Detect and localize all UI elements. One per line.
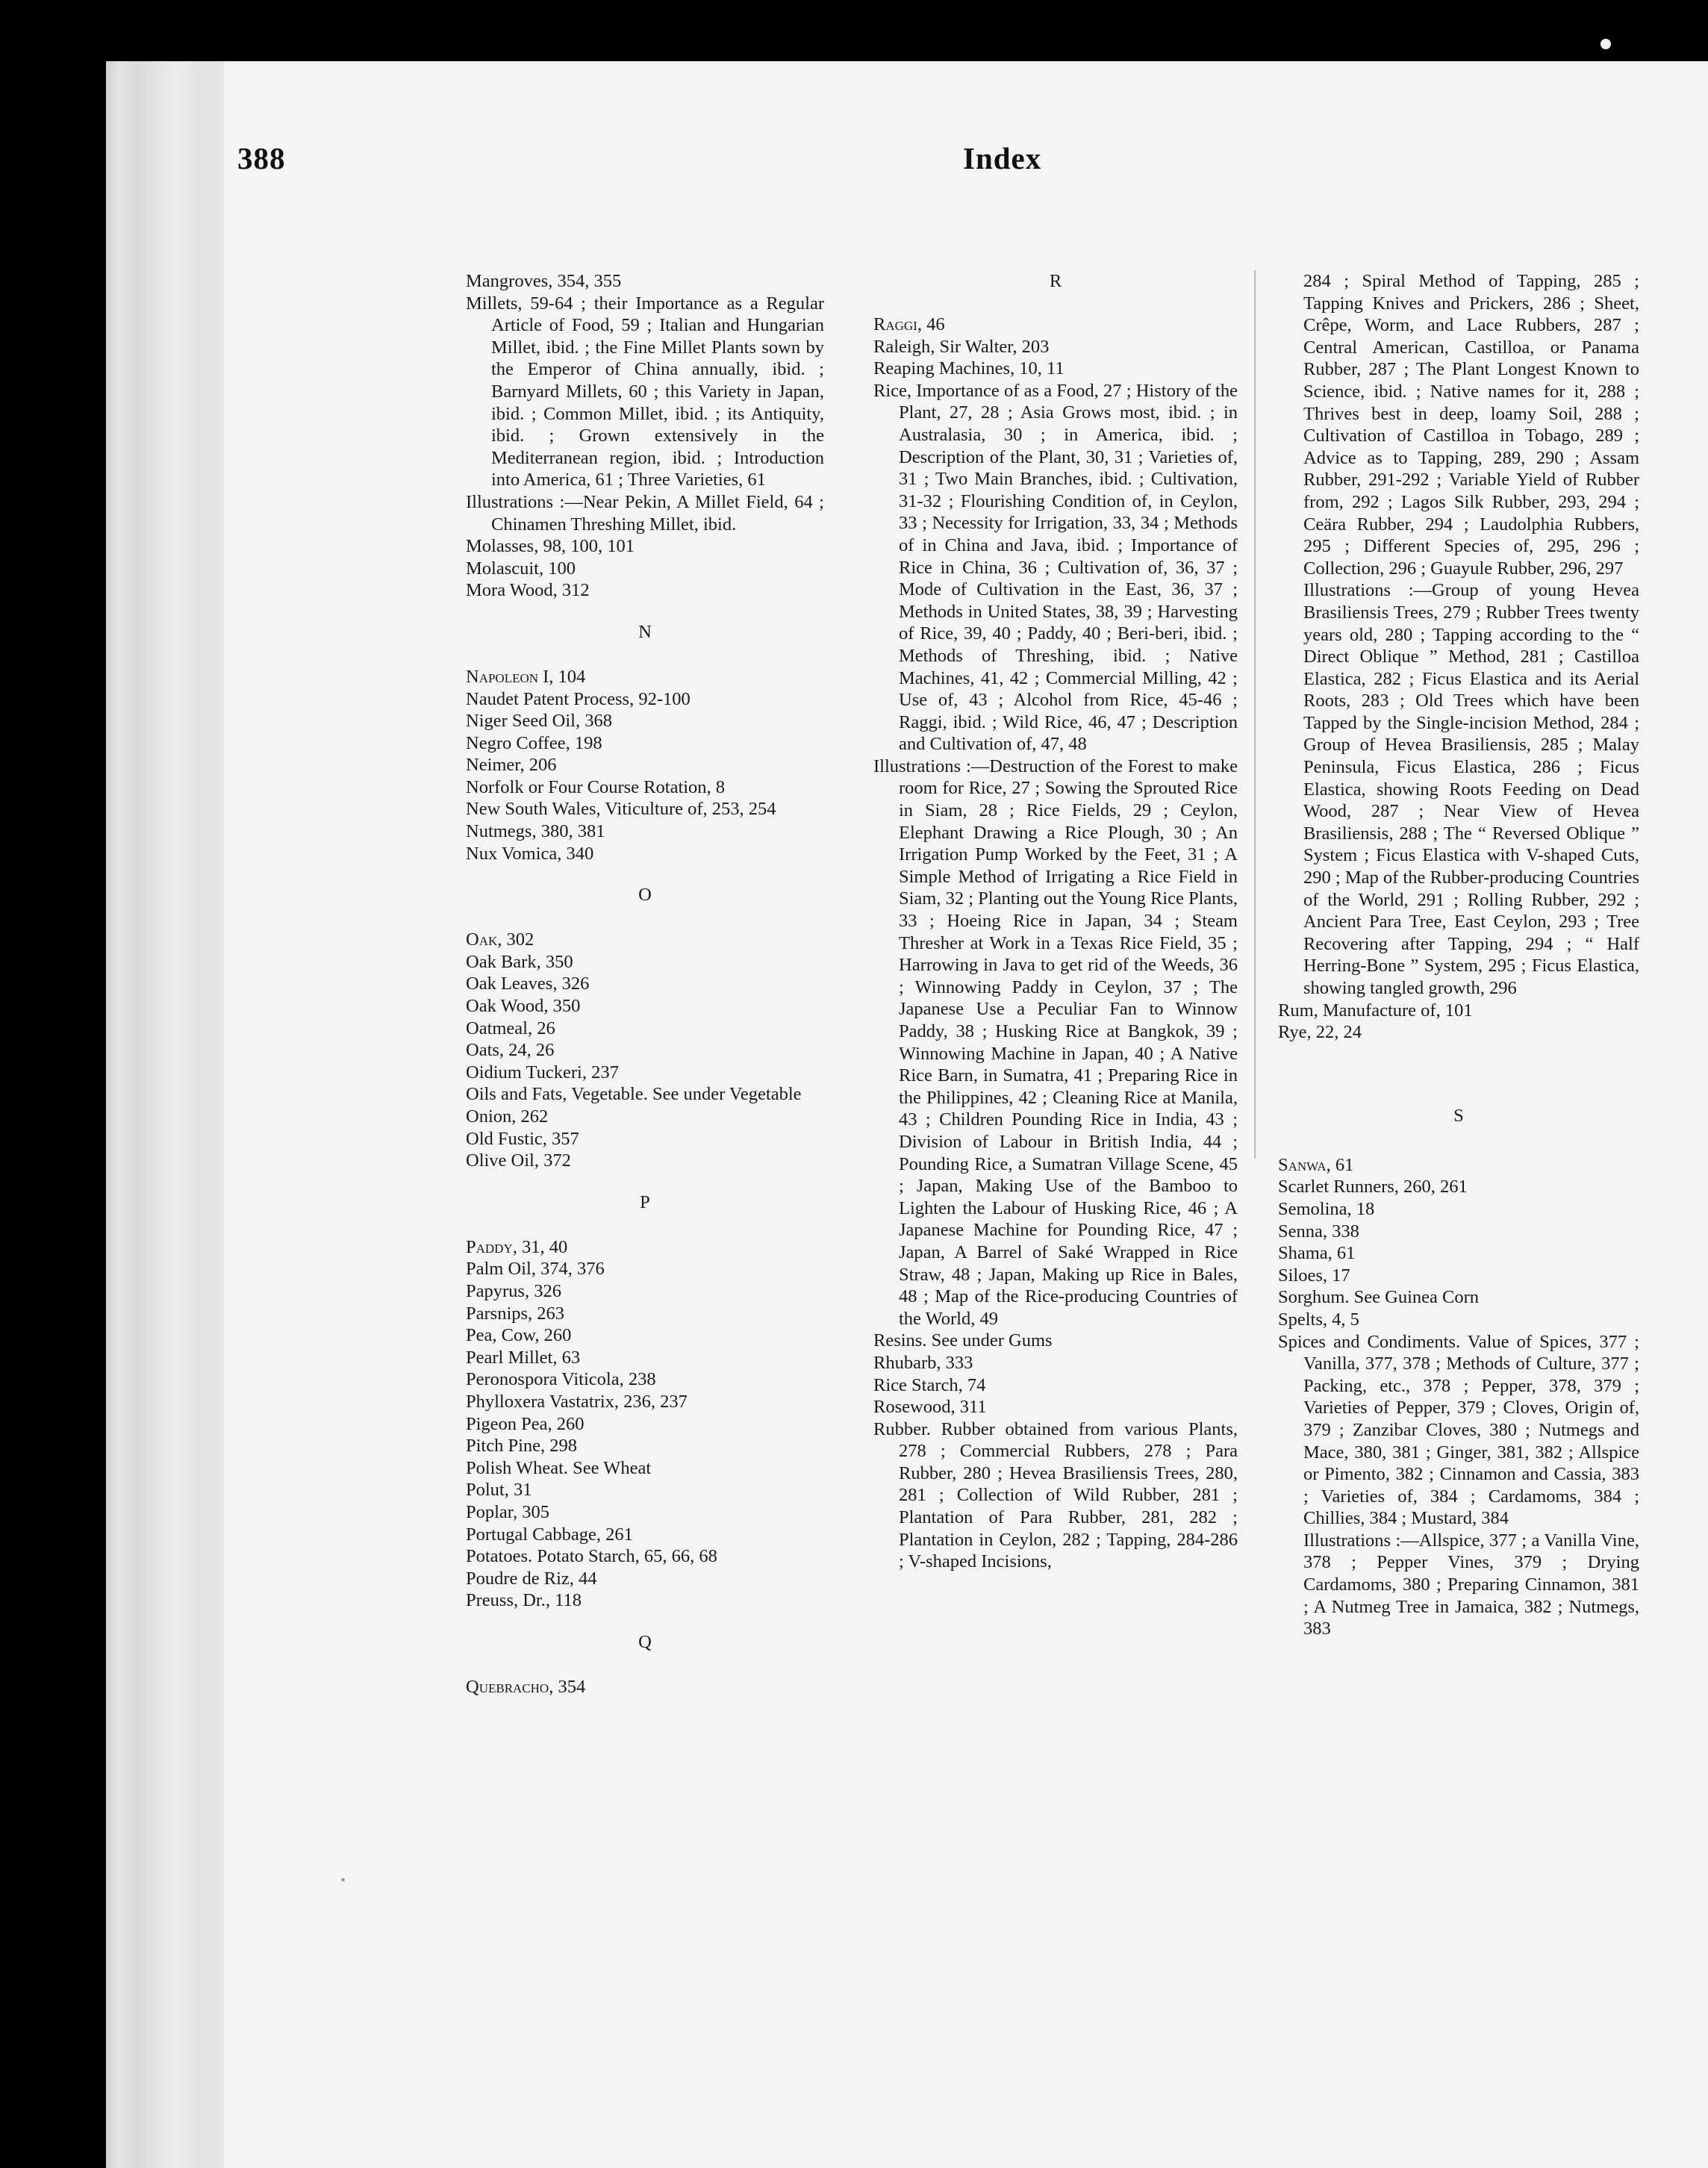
margin-mark: • [340,1872,346,1889]
index-entry: Phylloxera Vastatrix, 236, 237 [466,1391,688,1412]
index-entry: Sanwa, 61 [1278,1154,1354,1175]
index-entry: Oak Bark, 350 [466,951,573,972]
index-entry: Oils and Fats, Vegetable. See under Vegetable [466,1084,802,1105]
index-entry: Oak Leaves, 326 [466,974,590,994]
index-entry: Molasses, 98, 100, 101 [466,536,635,557]
index-entry: Molascuit, 100 [466,558,576,579]
index-entry: Nux Vomica, 340 [466,843,594,864]
index-entry: Shama, 61 [1278,1243,1356,1264]
index-entry: Rubber. Rubber obtained from various Plants, 278 ; Commercial Rubbers, 278 ; Para Rubber, 280 ; Hevea Brasiliensis Trees, 280, 281 ; Collection of Wild Rubber, 281 ; Plantation of Para Rubber, 281, 282 ; Plantation in Ceylon, 282 ; Tapping, 284-286 ; V-shaped Incisions, [873,1418,1238,1572]
section-letter: S [1453,1105,1464,1126]
index-entry: Naudet Patent Process, 92-100 [466,688,691,709]
index-entry: Pigeon Pea, 260 [466,1413,585,1434]
index-entry: Rhubarb, 333 [873,1352,973,1373]
running-head-title: Index [963,141,1042,175]
index-entry: Pitch Pine, 298 [466,1436,578,1457]
index-entry: Napoleon I, 104 [466,666,586,687]
index-entry: Illustrations :—Destruction of the Forest to make room for Rice, 27 ; Sowing the Sprouted Rice in Siam, 28 ; Rice Fields, 29 ; Ceylon, Elephant Drawing a Rice Plough, 30 ; An Irrigation Pump Worked by the Feet, 31 ; A Simple Method of Irrigating a Rice Field in Siam, 32 ; Planting out the Young Rice Plants, 33 ; Hoeing Rice in Japan, 34 ; Steam Thresher at Work in a Texas Rice Field, 35 ; Harrowing in Java to get rid of the Weeds, 36 ; Winnowing Paddy in Ceylon, 37 ; The Japanese Use a Peculiar Fan to Winnow Paddy, 38 ; Husking Rice at Bangkok, 39 ; Winnowing Machine in Japan, 40 ; A Native Rice Barn, in Sumatra, 41 ; Preparing Rice in the Philippines, 42 ; Cleaning Rice at Manila, 43 ; Children Pounding Rice in India, 43 ; Division of Labour in British India, 44 ; Pounding Rice, a Sumatran Village Scene, 45 ; Japan, Making Use of the Bamboo to Lighten the Labour of Husking Rice, 46 ; A Japanese Machine for Pounding Rice, 47 ; Japan, A Barrel of Saké Wrapped in Rice Straw, 48 ; Japan, Making up Rice in Bales, 48 ; Map of the Rice-producing Countries of the World, 49 [873,756,1238,1329]
index-entry: Neimer, 206 [466,755,557,776]
index-entry: Poudre de Riz, 44 [466,1568,597,1589]
index-entry: Siloes, 17 [1278,1265,1350,1286]
index-entry: Raggi, 46 [873,314,945,334]
section-letter: R [1049,271,1062,291]
index-column-3 [1278,270,1639,1640]
index-entry: Onion, 262 [466,1106,549,1127]
index-entry: Quebracho, 354 [466,1676,586,1697]
index-subentry: Illustrations :—Group of young Hevea Brasiliensis Trees, 279 ; Rubber Trees twenty years old, 280 ; Tapping according to the “ Direct Oblique ” Method, 281 ; Castilloa Elastica, 282 ; Ficus Elastica and its Aerial Roots, 283 ; Old Trees which have been Tapped by the Single-incision Method, 284 ; Group of Hevea Brasiliensis, 285 ; Malay Peninsula, Ficus Elastica, 286 ; Ficus Elastica, showing Roots Feeding on Dead Wood, 287 ; Near View of Hevea Brasiliensis, 288 ; The “ Reversed Oblique ” System ; Ficus Elastica with V-shaped Cuts, 290 ; Map of the Rubber-producing Countries of the World, 291 ; Rolling Rubber, 292 ; Ancient Para Tree, East Ceylon, 293 ; Tree Recovering after Tapping, 294 ; “ Half Herring-Bone ” System, 295 ; Ficus Elastica, showing tangled growth, 296 [1303,580,1639,998]
index-entry: Oats, 24, 26 [466,1040,555,1061]
index-entry: Mora Wood, 312 [466,580,590,601]
index-entry: Oidium Tuckeri, 237 [466,1062,619,1083]
index-entry: Niger Seed Oil, 368 [466,711,612,732]
index-entry: Pea, Cow, 260 [466,1325,572,1346]
index-entry: Sorghum. See Guinea Corn [1278,1287,1480,1308]
index-entry: Oak, 302 [466,929,534,950]
section-letter: Q [638,1631,652,1652]
index-entry: Rice, Importance of as a Food, 27 ; History of the Plant, 27, 28 ; Asia Grows most, ibid. ; in Australasia, 30 ; in America, ibid. ; Description of the Plant, 30, 31 ; Varieties of, 31 ; Two Main Branches, ibid. ; Cultivation, 31-32 ; Flourishing Condition of, in Ceylon, 33 ; Necessity for Irrigation, 33, 34 ; Methods of in China and Java, ibid. ; Importance of Rice in China, 36 ; Cultivation of, 36, 37 ; Mode of Cultivation in the East, 36, 37 ; Methods in United States, 38, 39 ; Harvesting of Rice, 39, 40 ; Paddy, 40 ; Beri-beri, ibid. ; Methods of Threshing, ibid. ; Native Machines, 41, 42 ; Commercial Milling, 42 ; Use of, 43 ; Alcohol from Rice, 45-46 ; Raggi, ibid. ; Wild Rice, 46, 47 ; Description and Cultivation of, 47, 48 [873,380,1238,755]
index-entry: Rum, Manufacture of, 101 [1278,1000,1473,1021]
index-entry: Pearl Millet, 63 [466,1347,581,1368]
index-entry: Oatmeal, 26 [466,1018,555,1038]
index-entry: Negro Coffee, 198 [466,732,602,753]
index-entry: Raleigh, Sir Walter, 203 [873,336,1050,357]
section-letter: O [638,885,652,906]
index-column-2 [873,270,1238,1573]
index-entry: Olive Oil, 372 [466,1150,571,1171]
index-entry: Resins. See under Gums [873,1330,1053,1351]
index-subentry: Illustrations :—Allspice, 377 ; a Vanilla Vine, 378 ; Pepper Vines, 379 ; Drying Cardamoms, 380 ; Preparing Cinnamon, 381 ; A Nutmeg Tree in Jamaica, 382 ; Nutmegs, 383 [1303,1530,1639,1639]
section-letter: P [640,1192,650,1212]
index-entry: Reaping Machines, 10, 11 [873,358,1065,379]
index-column-1 [466,270,824,1698]
index-entry: Spelts, 4, 5 [1278,1309,1359,1330]
index-entry: Portugal Cabbage, 261 [466,1524,633,1545]
scan-mark [1601,39,1611,49]
page-number: 388 [237,141,286,175]
index-entry: New South Wales, Viticulture of, 253, 254 [466,799,776,820]
index-entry: Spices and Condiments. Value of Spices, 377 ; Vanilla, 377, 378 ; Methods of Culture, 377 ; Packing, etc., 378 ; Pepper, 378, 379 ; Varieties of Pepper, 379 ; Cloves, Origin of, 379 ; Zanzibar Cloves, 380 ; Nutmegs and Mace, 380, 381 ; Ginger, 381, 382 ; Allspice or Pimento, 382 ; Cinnamon and Cassia, 383 ; Varieties of, 384 ; Cardamoms, 384 ; Chillies, 384 ; Mustard, 384 [1278,1331,1639,1529]
index-entry: Papyrus, 326 [466,1280,561,1301]
section-letter: N [638,621,652,642]
index-entry: Nutmegs, 380, 381 [466,821,605,842]
index-entry: Rye, 22, 24 [1278,1022,1362,1043]
index-subentry: 284 ; Spiral Method of Tapping, 285 ; Tapping Knives and Prickers, 286 ; Sheet, Crêpe, Worm, and Lace Rubbers, 287 ; Central American, Castilloa, or Panama Rubber, 287 ; The Plant Longest Known to Science, ibid. ; Native names for it, 288 ; Thrives best in deep, loamy Soil, 288 ; Cultivation of Castilloa in Tobago, 289 ; Advice as to Tapping, 289, 290 ; Assam Rubber, 291-292 ; Variable Yield of Rubber from, 292 ; Lagos Silk Rubber, 293, 294 ; Ceära Rubber, 294 ; Laudolphia Rubbers, 295 ; Different Species of, 295, 296 ; Collection, 296 ; Guayule Rubber, 296, 297 [1303,271,1639,579]
index-entry: Millets, 59-64 ; their Importance as a Regular Article of Food, 59 ; Italian and Hungarian Millet, ibid. ; the Fine Millet Plants sown by the Emperor of China annually, ibid. ; Barnyard Millets, 60 ; this Variety in Japan, ibid. ; Common Millet, ibid. ; its Antiquity, ibid. ; Grown extensively in the Mediterranean region, ibid. ; Introduction into America, 61 ; Three Varieties, 61 [466,293,824,490]
index-entry: Polish Wheat. See Wheat [466,1457,652,1478]
index-entry: Rosewood, 311 [873,1397,987,1418]
index-entry: Old Fustic, 357 [466,1128,579,1149]
index-entry: Mangroves, 354, 355 [466,271,622,291]
index-entry: Norfolk or Four Course Rotation, 8 [466,776,726,797]
index-entry: Senna, 338 [1278,1221,1359,1242]
index-entry: Semolina, 18 [1278,1198,1375,1219]
index-entry: Palm Oil, 374, 376 [466,1259,605,1280]
column-rule [1254,270,1256,1159]
index-entry: Oak Wood, 350 [466,996,581,1017]
index-entry: Poplar, 305 [466,1501,549,1522]
index-entry: Potatoes. Potato Starch, 65, 66, 68 [466,1546,717,1567]
index-entry: Peronospora Viticola, 238 [466,1369,656,1390]
index-entry: Rice Starch, 74 [873,1374,986,1395]
index-entry: Parsnips, 263 [466,1303,565,1324]
index-entry: Scarlet Runners, 260, 261 [1278,1177,1468,1197]
index-entry: Illustrations :—Near Pekin, A Millet Field, 64 ; Chinamen Threshing Millet, ibid. [466,491,824,535]
index-entry: Paddy, 31, 40 [466,1236,568,1257]
index-entry: Preuss, Dr., 118 [466,1590,582,1611]
index-entry: Polut, 31 [466,1480,532,1501]
